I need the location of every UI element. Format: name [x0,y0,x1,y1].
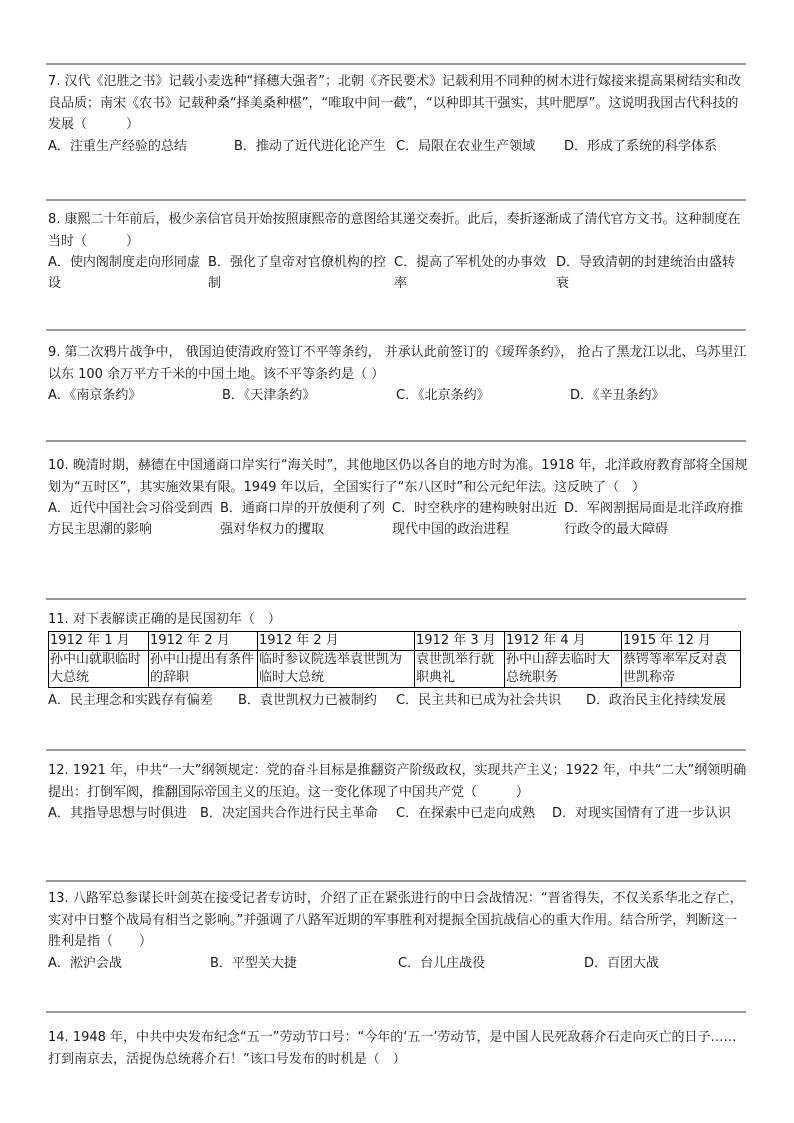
option-a[interactable]: A．民主理念和实践存有偏差 [48,692,213,708]
option-c[interactable]: C．时空秩序的建构映射出近现代中国的政治进程 [392,501,558,537]
option-b[interactable]: B．平型关大捷 [210,955,297,971]
question-9 [48,342,748,407]
divider [46,63,746,65]
table-cell: 蔡锷等率军反对袁世凯称帝 [622,650,741,687]
table-header: 1912 年 3 月 [415,631,505,650]
options-row [48,385,748,407]
option-a[interactable]: A．《南京条约》 [48,388,142,403]
table-cell: 孙中山提出有条件的辞职 [149,650,258,687]
question-stem: 12. 1921 年，中共“一大”纲领规定：党的奋斗目标是推翻资产阶级政权，实现共产主义；1922 年，中共“二大”纲领明确提出：打倒军阀，推翻国际帝国主义的压迫。这一变化体现了中国共产党（ ） [48,763,747,800]
option-c[interactable]: C．民主共和已成为社会共识 [396,692,562,708]
option-b[interactable]: B．推动了近代进化论产生 [234,138,386,154]
option-c[interactable]: C．《北京条约》 [396,388,490,403]
divider [46,329,746,331]
option-d[interactable]: D．形成了系统的科学体系 [564,138,718,154]
table-header: 1912 年 4 月 [505,631,622,650]
question-13 [48,888,748,974]
question-7 [48,71,748,157]
options-row [48,953,748,975]
option-b[interactable]: B．袁世凯权力已被制约 [238,692,377,708]
options-row [48,803,748,824]
table-header: 1915 年 12 月 [622,631,741,650]
options-row [48,690,748,712]
option-b[interactable]: B．《天津条约》 [222,388,316,403]
question-8 [48,209,748,294]
question-stem: 7. 汉代《氾胜之书》记载小麦选种“择穗大强者”；北朝《齐民要术》记载利用不同种的树木进行嫁接来提高果树结实和改良品质；南宋《农书》记载种桑“择美桑种椹”，“唯取中间一截”，“以种即其干强实，其叶肥厚”。这说明我国古代科技的发展（ ） [48,74,742,132]
option-a[interactable]: A．淞沪会战 [48,955,122,971]
option-a[interactable]: A．近代中国社会习俗受到西方民主思潮的影响 [48,501,213,537]
table-header: 1912 年 2 月 [258,631,415,650]
divider [46,598,746,600]
table-header: 1912 年 1 月 [49,631,149,650]
question-stem: 9. 第二次鸦片战争中， 俄国迫使清政府签订不平等条约， 并承认此前签订的《瑷珲条约》， 抢占了黑龙江以北、乌苏里江以东 100 余万平方千米的中国土地。该不平等条约是（ ） [48,345,747,382]
option-c[interactable]: C．局限在农业生产领域 [396,138,536,154]
divider [46,1011,746,1013]
option-b[interactable]: B．通商口岸的开放便利了列强对华权力的攫取 [220,501,385,537]
option-a[interactable]: A．其指导思想与时俱进 [48,806,187,821]
divider [46,440,746,442]
options-row [48,498,748,540]
option-d[interactable]: D．导致清朝的封建统治由盛转衰 [556,255,736,291]
option-c[interactable]: C．提高了军机处的办事效率 [394,255,547,291]
option-c[interactable]: C．在探索中已走向成熟 [396,806,536,821]
question-stem: 13. 八路军总参谋长叶剑英在接受记者专访时，介绍了正在紧张进行的中日会战情况：“晋省得失，不仅关系华北之存亡，实对中日整个战局有相当之影响。”并强调了八路军近期的军事胜利对提振全国抗战信心的重大作用。结合所学，判断这一胜利是指（ ） [48,891,743,949]
option-d[interactable]: D．对现实国情有了进一步认识 [552,806,732,821]
question-stem: 10. 晚清时期，赫德在中国通商口岸实行“海关时”，其他地区仍以各自的地方时为准。1918 年，北洋政府教育部将全国规划为“五时区”，其实施效果有限。1949 年以后，全国实行了“东八区时”和公元纪年法。这反映了（ ） [48,458,748,495]
table-cell: 袁世凯举行就职典礼 [415,650,505,687]
question-14 [48,1027,748,1070]
options-row [48,252,748,294]
question-12 [48,760,748,824]
option-d[interactable]: D．百团大战 [584,955,660,971]
option-d[interactable]: D．政治民主化持续发展 [586,692,727,708]
options-row [48,136,748,158]
events-table [48,631,741,688]
divider [46,749,746,751]
option-b[interactable]: B．决定国共合作进行民主革命 [200,806,378,821]
table-cell: 孙中山就职临时大总统 [49,650,149,687]
divider [46,199,746,201]
question-10 [48,455,748,540]
question-11 [48,609,748,711]
question-stem: 14. 1948 年，中共中央发布纪念“五一”劳动节口号：“今年的‘五一’劳动节，是中国人民死敌蒋介石走向灭亡的日子……打到南京去，活捉伪总统蒋介石！”该口号发布的时机是（ ） [48,1030,737,1067]
table-cell: 临时参议院选举袁世凯为临时大总统 [258,650,415,687]
table-header: 1912 年 2 月 [149,631,258,650]
option-d[interactable]: D．军阀割据局面是北洋政府推行政令的最大障碍 [564,501,744,537]
table-cell: 孙中山辞去临时大总统职务 [505,650,622,687]
option-a[interactable]: A．使内阁制度走向形同虚设 [48,255,200,291]
option-a[interactable]: A．注重生产经验的总结 [48,138,187,154]
question-stem: 8. 康熙二十年前后，极少亲信官员开始按照康熙帝的意图给其递交奏折。此后，奏折逐渐成了清代官方文书。这种制度在当时（ ） [48,212,741,249]
option-b[interactable]: B．强化了皇帝对官僚机构的控制 [208,255,386,291]
question-stem: 11. 对下表解读正确的是民国初年（ ） [48,612,281,627]
option-d[interactable]: D．《辛丑条约》 [570,388,665,403]
option-c[interactable]: C．台儿庄战役 [398,955,486,971]
divider [46,880,746,882]
